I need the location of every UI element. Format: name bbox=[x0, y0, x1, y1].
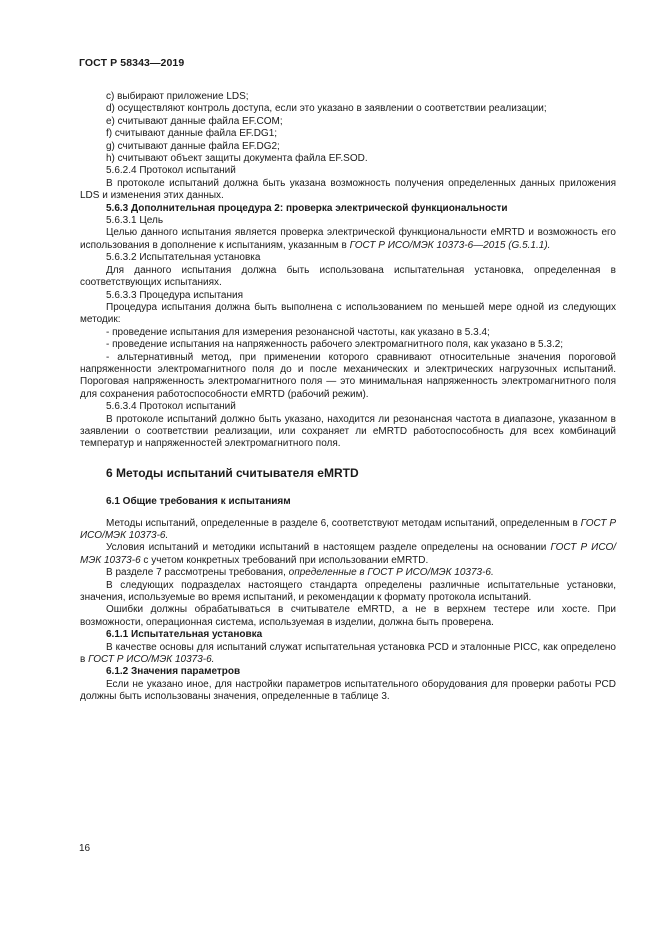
subsection-heading: 5.6.3.2 Испытательная установка bbox=[106, 252, 261, 264]
standard-reference: ГОСТ Р ИСО/МЭК 10373-6—2015 (G.5.1.1). bbox=[349, 239, 551, 251]
standard-reference: ГОСТ Р ИСО/МЭК 10373-6 bbox=[80, 542, 617, 566]
bullet-text: проведение испытания на напряженность рабочего электромагнитного поля, как указано в 5.3.2; bbox=[112, 339, 564, 351]
paragraph-text: с учетом конкретных требований при использовании eMRTD. bbox=[143, 554, 429, 566]
list-item: f) считывают данные файла EF.DG1; bbox=[106, 128, 278, 140]
dash-marker: - bbox=[106, 326, 113, 338]
paragraph bbox=[80, 227, 616, 252]
dash-marker: - bbox=[106, 339, 113, 351]
subsection-heading: 5.6.3.4 Протокол испытаний bbox=[106, 401, 236, 413]
paragraph: В следующих подразделах настоящего стандарта определены различные испытательные установки, значения, используемые во время испытаний, и рекомендации к формату протокола испытаний. bbox=[80, 579, 616, 604]
paragraph bbox=[80, 642, 616, 667]
paragraph-text: Методы испытаний, определенные в разделе 6, соответствуют методам испытаний, определенным в bbox=[106, 517, 578, 529]
dash-marker: - bbox=[106, 351, 118, 363]
paragraph: Процедура испытания должна быть выполнена с использованием по меньшей мере одной из следующих методик: bbox=[80, 301, 616, 326]
bullet-item bbox=[80, 352, 616, 402]
subsection-heading: 5.6.3.1 Цель bbox=[106, 215, 164, 227]
paragraph: Для данного испытания должна быть использована испытательная установка, определенная в соответствующих испытаниях. bbox=[80, 264, 616, 289]
paragraph: Если не указано иное, для настройки параметров испытательного оборудования для проверки работы PCD должны быть использованы значения, определенные в таблице 3. bbox=[80, 678, 616, 703]
standard-reference: ГОСТ Р ИСО/МЭК 10373-6. bbox=[88, 654, 215, 666]
paragraph: Ошибки должны обрабатываться в считывателе eMRTD, а не в верхнем тестере или хосте. При возможности, операционная система, используемая в изделии, должна быть проверена. bbox=[80, 604, 616, 628]
standard-reference: ГОСТ Р ИСО/МЭК 10373-6. bbox=[80, 517, 617, 541]
bullet-text: проведение испытания для измерения резонансной частоты, как указано в 5.3.4; bbox=[112, 326, 490, 338]
bullet-item bbox=[80, 339, 616, 351]
bullet-text: альтернативный метод, при применении которого сравнивают относительные значения пороговой напряженности электромагнитного поля до и после механических и электрических нагрузочных испытаний. Пороговая напряженность электромагнитного поля — это минимальная напряженность электромагнитного поля для сохранения работоспособности eMRTD (рабочий режим). bbox=[80, 351, 616, 400]
paragraph bbox=[80, 542, 616, 567]
list-item: c) выбирают приложение LDS; bbox=[106, 91, 249, 102]
paragraph-text: В качестве основы для испытаний служат испытательная установка PCD и эталонные PICC, как определено в bbox=[80, 641, 616, 666]
page-number: 16 bbox=[79, 843, 91, 854]
list-item: g) считывают данные файла EF.DG2; bbox=[106, 140, 280, 152]
subsection-heading: 6.1.2 Значения параметров bbox=[106, 666, 241, 678]
section-heading: 5.6.3 Дополнительная процедура 2: проверка электрической функциональности bbox=[106, 202, 508, 214]
paragraph-text: Целью данного испытания является проверка электрической функциональности eMRTD и возможность его использования в дополнение к испытаниям, указанным в bbox=[80, 227, 616, 251]
paragraph-text: В разделе 7 рассмотрены требования, bbox=[106, 567, 286, 579]
standard-reference: определенные в ГОСТ Р ИСО/МЭК 10373-6. bbox=[288, 567, 494, 579]
chapter-title: 6 Методы испытаний считывателя eMRTD bbox=[106, 465, 359, 480]
paragraph bbox=[80, 567, 616, 579]
paragraph-text: Условия испытаний и методики испытаний в настоящем разделе определены на основании bbox=[106, 542, 547, 554]
subsection-heading: 6.1.1 Испытательная установка bbox=[106, 629, 263, 641]
list-item: h) считывают объект защиты документа файла EF.SOD. bbox=[106, 153, 368, 165]
paragraph: В протоколе испытаний должна быть указана возможность получения определенных данных приложения LDS и изменения этих данных. bbox=[80, 177, 616, 202]
document-body bbox=[80, 91, 616, 704]
subsection-heading: 5.6.3.3 Процедура испытания bbox=[106, 289, 243, 301]
section-heading: 6.1 Общие требования к испытаниям bbox=[106, 496, 291, 508]
list-item: d) осуществляют контроль доступа, если это указано в заявлении о соответствии реализации; bbox=[106, 103, 547, 115]
list-item: e) считывают данные файла EF.COM; bbox=[106, 115, 283, 127]
subsection-heading: 5.6.2.4 Протокол испытаний bbox=[106, 165, 236, 177]
paragraph bbox=[80, 518, 616, 543]
doc-header: ГОСТ Р 58343—2019 bbox=[79, 57, 185, 69]
bullet-item bbox=[80, 327, 616, 339]
paragraph: В протоколе испытаний должно быть указано, находится ли резонансная частота в диапазоне, указанном в заявлении о соответствии реализации, или сохраняет ли eMRTD работоспособность для всех комбинаций температур и напряженностей электромагнитного поля. bbox=[80, 413, 616, 450]
